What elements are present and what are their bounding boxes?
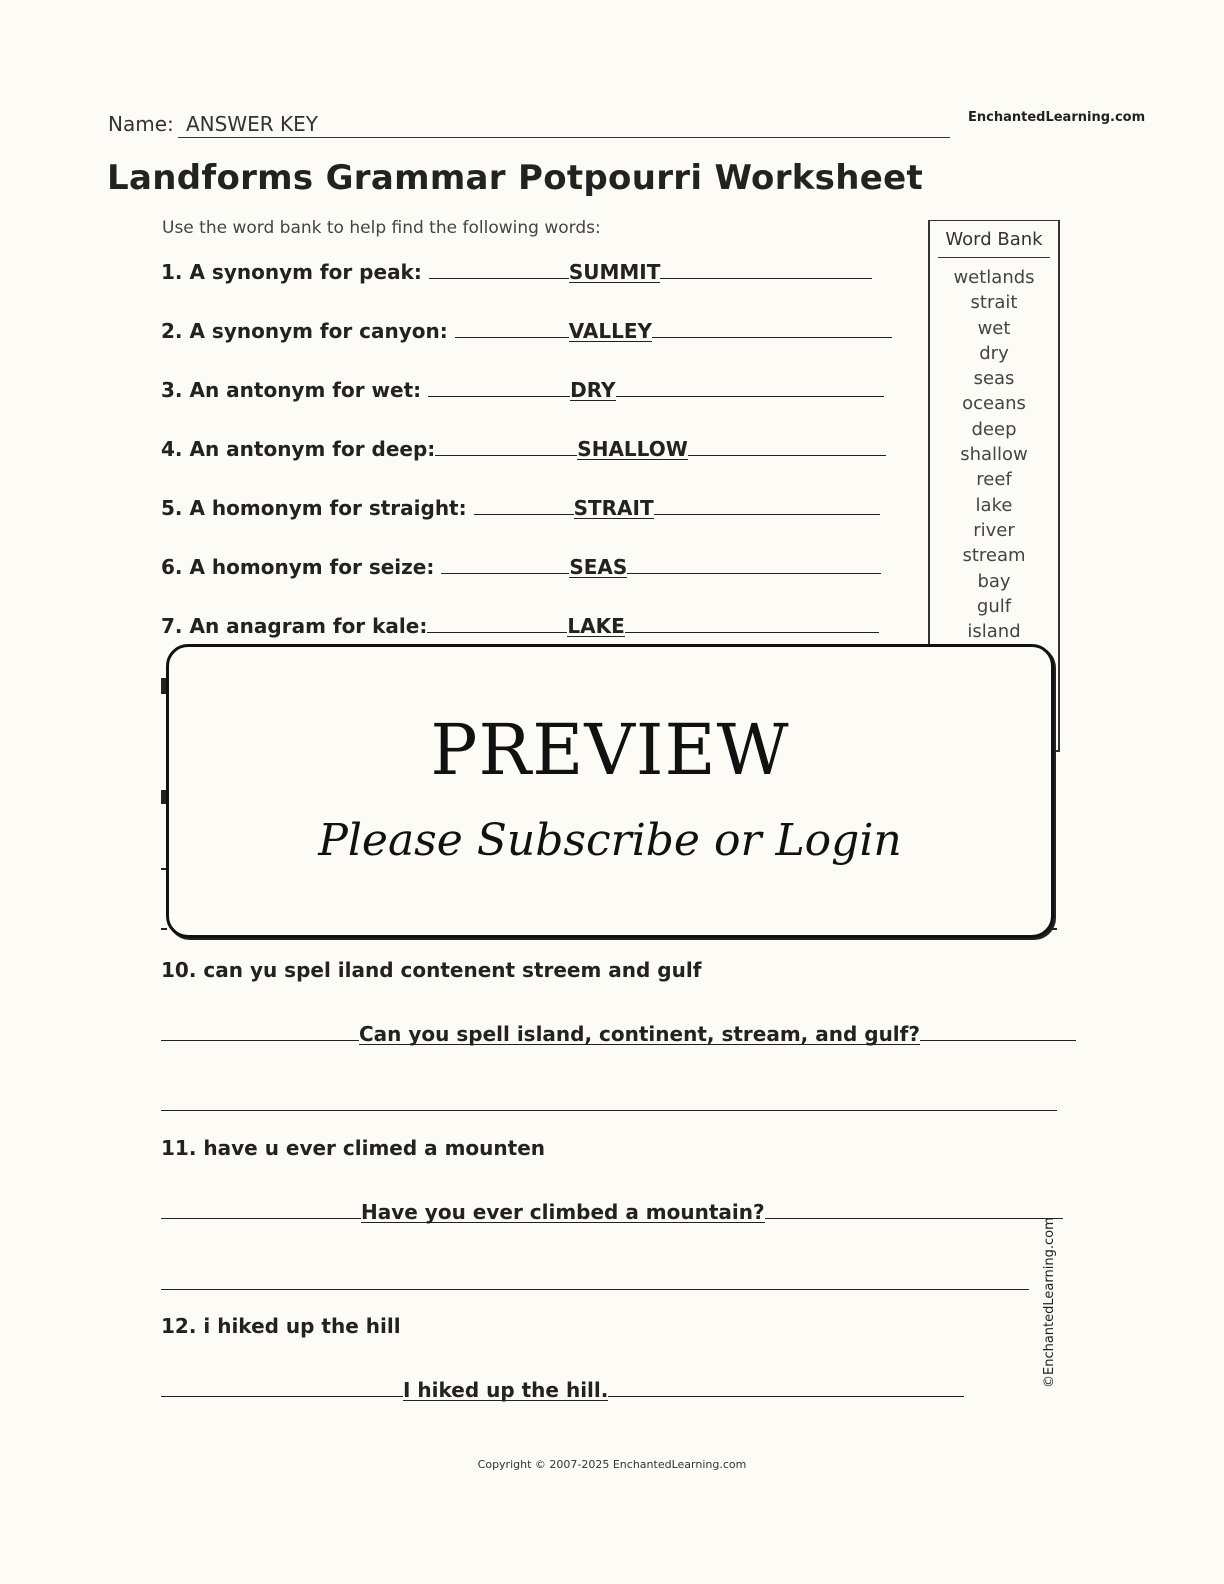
word-bank-item: wetlands bbox=[953, 267, 1035, 288]
site-logo: EnchantedLearning.com bbox=[968, 110, 1146, 125]
correction-answer-11 bbox=[161, 1196, 1063, 1224]
question-prompt: 3. An antonym for wet: bbox=[161, 378, 429, 402]
answer-line bbox=[161, 1110, 1057, 1111]
name-underline bbox=[178, 137, 950, 138]
word-bank-item: river bbox=[973, 519, 1015, 541]
question-prompt: 6. A homonym for seize: bbox=[161, 555, 442, 579]
page-title: Landforms Grammar Potpourri Worksheet bbox=[107, 158, 923, 198]
word-bank-item: oceans bbox=[962, 393, 1026, 415]
question-answer: LAKE bbox=[567, 614, 625, 638]
correction-answer: Can you spell island, continent, stream, and gulf? bbox=[359, 1022, 920, 1046]
question-prompt: 5. A homonym for straight: bbox=[161, 496, 474, 520]
subscribe-login-prompt[interactable]: Please Subscribe or Login bbox=[318, 815, 902, 866]
question-7 bbox=[161, 610, 879, 638]
word-bank-divider bbox=[938, 257, 1050, 258]
word-bank-item: strait bbox=[970, 292, 1018, 314]
question-1 bbox=[161, 256, 872, 284]
question-6 bbox=[161, 551, 881, 579]
word-bank-item: stream bbox=[962, 545, 1026, 567]
word-bank-item: bay bbox=[977, 570, 1011, 592]
word-bank-item: seas bbox=[973, 368, 1015, 390]
question-answer: VALLEY bbox=[568, 319, 652, 343]
word-bank-item: lake bbox=[975, 494, 1013, 516]
word-bank-item: wet bbox=[977, 317, 1011, 339]
word-bank-item: gulf bbox=[976, 595, 1012, 617]
question-prompt: 7. An anagram for kale: bbox=[161, 614, 428, 638]
answer-line bbox=[161, 1289, 1029, 1290]
question-3 bbox=[161, 374, 884, 402]
word-bank-item: shallow bbox=[960, 444, 1028, 466]
correction-prompt-10: 10. can yu spel iland contenent streem and gulf bbox=[161, 958, 702, 982]
correction-answer-10 bbox=[161, 1018, 1076, 1046]
preview-overlay[interactable] bbox=[166, 644, 1054, 938]
word-bank-item: reef bbox=[976, 469, 1012, 491]
name-value: ANSWER KEY bbox=[186, 112, 318, 136]
question-prompt: 2. A synonym for canyon: bbox=[161, 319, 455, 343]
word-bank-item: island bbox=[967, 621, 1021, 643]
question-2 bbox=[161, 315, 892, 343]
correction-answer-12 bbox=[161, 1374, 964, 1402]
correction-prompt-11: 11. have u ever climed a mounten bbox=[161, 1136, 546, 1160]
question-answer: SUMMIT bbox=[568, 260, 661, 284]
preview-title: PREVIEW bbox=[430, 709, 790, 791]
question-answer: DRY bbox=[570, 378, 616, 402]
question-prompt: 1. A synonym for peak: bbox=[161, 260, 429, 284]
question-answer: SHALLOW bbox=[577, 437, 688, 461]
copyright: Copyright © 2007-2025 EnchantedLearning.com bbox=[477, 1458, 747, 1471]
hidden-content-fragment bbox=[1052, 928, 1057, 930]
correction-prompt-12: 12. i hiked up the hill bbox=[161, 1314, 401, 1338]
name-label: Name: bbox=[108, 112, 174, 136]
question-prompt: 4. An antonym for deep: bbox=[161, 437, 436, 461]
word-bank-item: deep bbox=[971, 418, 1017, 440]
correction-answer: Have you ever climbed a mountain? bbox=[361, 1200, 765, 1224]
word-bank-item: dry bbox=[979, 342, 1009, 364]
question-answer: SEAS bbox=[569, 555, 628, 579]
vertical-credit: ©EnchantedLearning.com bbox=[1042, 1217, 1057, 1388]
word-bank-list bbox=[930, 265, 1058, 644]
correction-answer: I hiked up the hill. bbox=[403, 1378, 609, 1402]
word-bank-title: Word Bank bbox=[945, 229, 1043, 250]
question-5 bbox=[161, 492, 880, 520]
hidden-content-fragment bbox=[161, 928, 167, 930]
question-answer: STRAIT bbox=[573, 496, 654, 520]
question-4 bbox=[161, 433, 886, 461]
instructions: Use the word bank to help find the following words: bbox=[162, 218, 601, 238]
